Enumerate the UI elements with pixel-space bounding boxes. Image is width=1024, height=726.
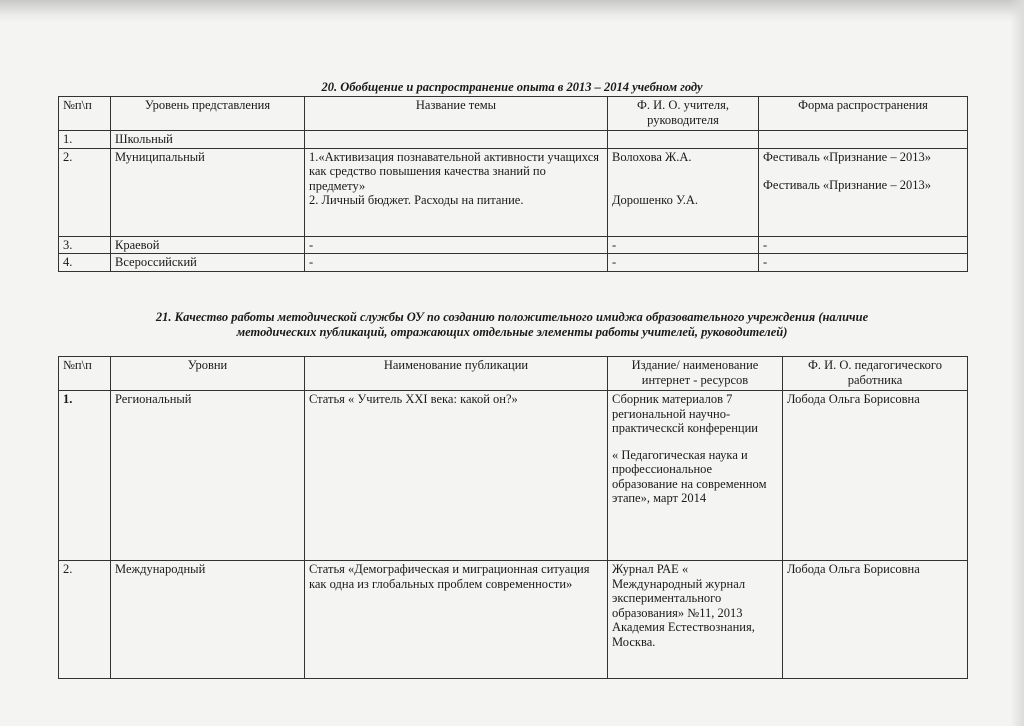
- row-author: Лобода Ольга Борисовна: [783, 391, 968, 561]
- teacher-name: Дорошенко У.А.: [612, 193, 699, 207]
- row-number: 2.: [59, 148, 111, 236]
- form-item: Фестиваль «Признание – 2013»: [763, 149, 931, 164]
- row-form: -: [759, 236, 968, 254]
- row-level: Краевой: [111, 236, 305, 254]
- row-teacher: [608, 131, 759, 149]
- row-topic: [305, 131, 608, 149]
- section-21-title-line-2: методических публикаций, отражающих отдельные элементы работы учителей, руководителей): [236, 325, 788, 339]
- col-header-level: Уровни: [111, 357, 305, 391]
- row-teacher: -: [608, 236, 759, 254]
- table-row: [59, 236, 968, 254]
- row-teacher: -: [608, 254, 759, 272]
- edition-text: Сборник материалов 7 региональной научно-практическсй конференции: [612, 392, 758, 435]
- row-level: Школьный: [111, 131, 305, 149]
- row-topic: -: [305, 236, 608, 254]
- table-header-row: [59, 357, 968, 391]
- row-publication: Статья « Учитель XXI века: какой он?»: [305, 391, 608, 561]
- table-row: [59, 391, 968, 561]
- publications-table: [58, 356, 968, 679]
- row-form: [759, 148, 968, 236]
- col-header-number: №п\п: [59, 97, 111, 131]
- col-header-edition: Издание/ наименование интернет - ресурсов: [608, 357, 783, 391]
- col-header-number: №п\п: [59, 357, 111, 391]
- section-21-title-line-1: 21. Качество работы методической службы ОУ по созданию положительного имиджа образовательного учреждения (наличие: [155, 310, 869, 324]
- topic-item: 1.«Активизация познавательной активности учащихся как средство повышения качества знаний по предмету»: [309, 149, 599, 193]
- row-level: Муниципальный: [111, 148, 305, 236]
- table-row: [59, 148, 968, 236]
- row-teacher: [608, 148, 759, 236]
- row-form: [759, 131, 968, 149]
- row-number: 2.: [59, 561, 111, 679]
- row-author: Лобода Ольга Борисовна: [783, 561, 968, 679]
- row-level: Региональный: [111, 391, 305, 561]
- edition-text: « Педагогическая наука и профессиональное образование на современном этапе», март 2014: [612, 447, 767, 505]
- table-row: [59, 131, 968, 149]
- row-number: 4.: [59, 254, 111, 272]
- col-header-publication: Наименование публикации: [305, 357, 608, 391]
- topic-item: 2. Личный бюджет. Расходы на питание.: [309, 193, 524, 207]
- col-header-form: Форма распространения: [759, 97, 968, 131]
- row-topic: [305, 148, 608, 236]
- col-header-author: Ф. И. О. педагогического работника: [783, 357, 968, 391]
- teacher-name: Волохова Ж.А.: [612, 149, 692, 164]
- form-item: Фестиваль «Признание – 2013»: [763, 178, 931, 192]
- table-row: [59, 561, 968, 679]
- scan-edge-shadow: [1010, 0, 1024, 726]
- row-form: -: [759, 254, 968, 272]
- experience-table: [58, 96, 968, 272]
- row-edition: Журнал РАЕ « Международный журнал экспериментального образования» №11, 2013 Академия Естествознания, Москва.: [608, 561, 783, 679]
- row-number: 1.: [59, 391, 111, 561]
- row-topic: -: [305, 254, 608, 272]
- row-level: Международный: [111, 561, 305, 679]
- row-number: 1.: [59, 131, 111, 149]
- row-edition: [608, 391, 783, 561]
- scan-shadow: [0, 0, 1024, 22]
- row-number: 3.: [59, 236, 111, 254]
- col-header-teacher: Ф. И. О. учителя, руководителя: [608, 97, 759, 131]
- row-level: Всероссийский: [111, 254, 305, 272]
- table-header-row: [59, 97, 968, 131]
- table-row: [59, 254, 968, 272]
- col-header-topic: Название темы: [305, 97, 608, 131]
- col-header-level: Уровень представления: [111, 97, 305, 131]
- section-20-title: 20. Обобщение и распространение опыта в 2013 – 2014 учебном году: [321, 80, 703, 94]
- row-publication: Статья «Демографическая и миграционная ситуация как одна из глобальных проблем современности»: [305, 561, 608, 679]
